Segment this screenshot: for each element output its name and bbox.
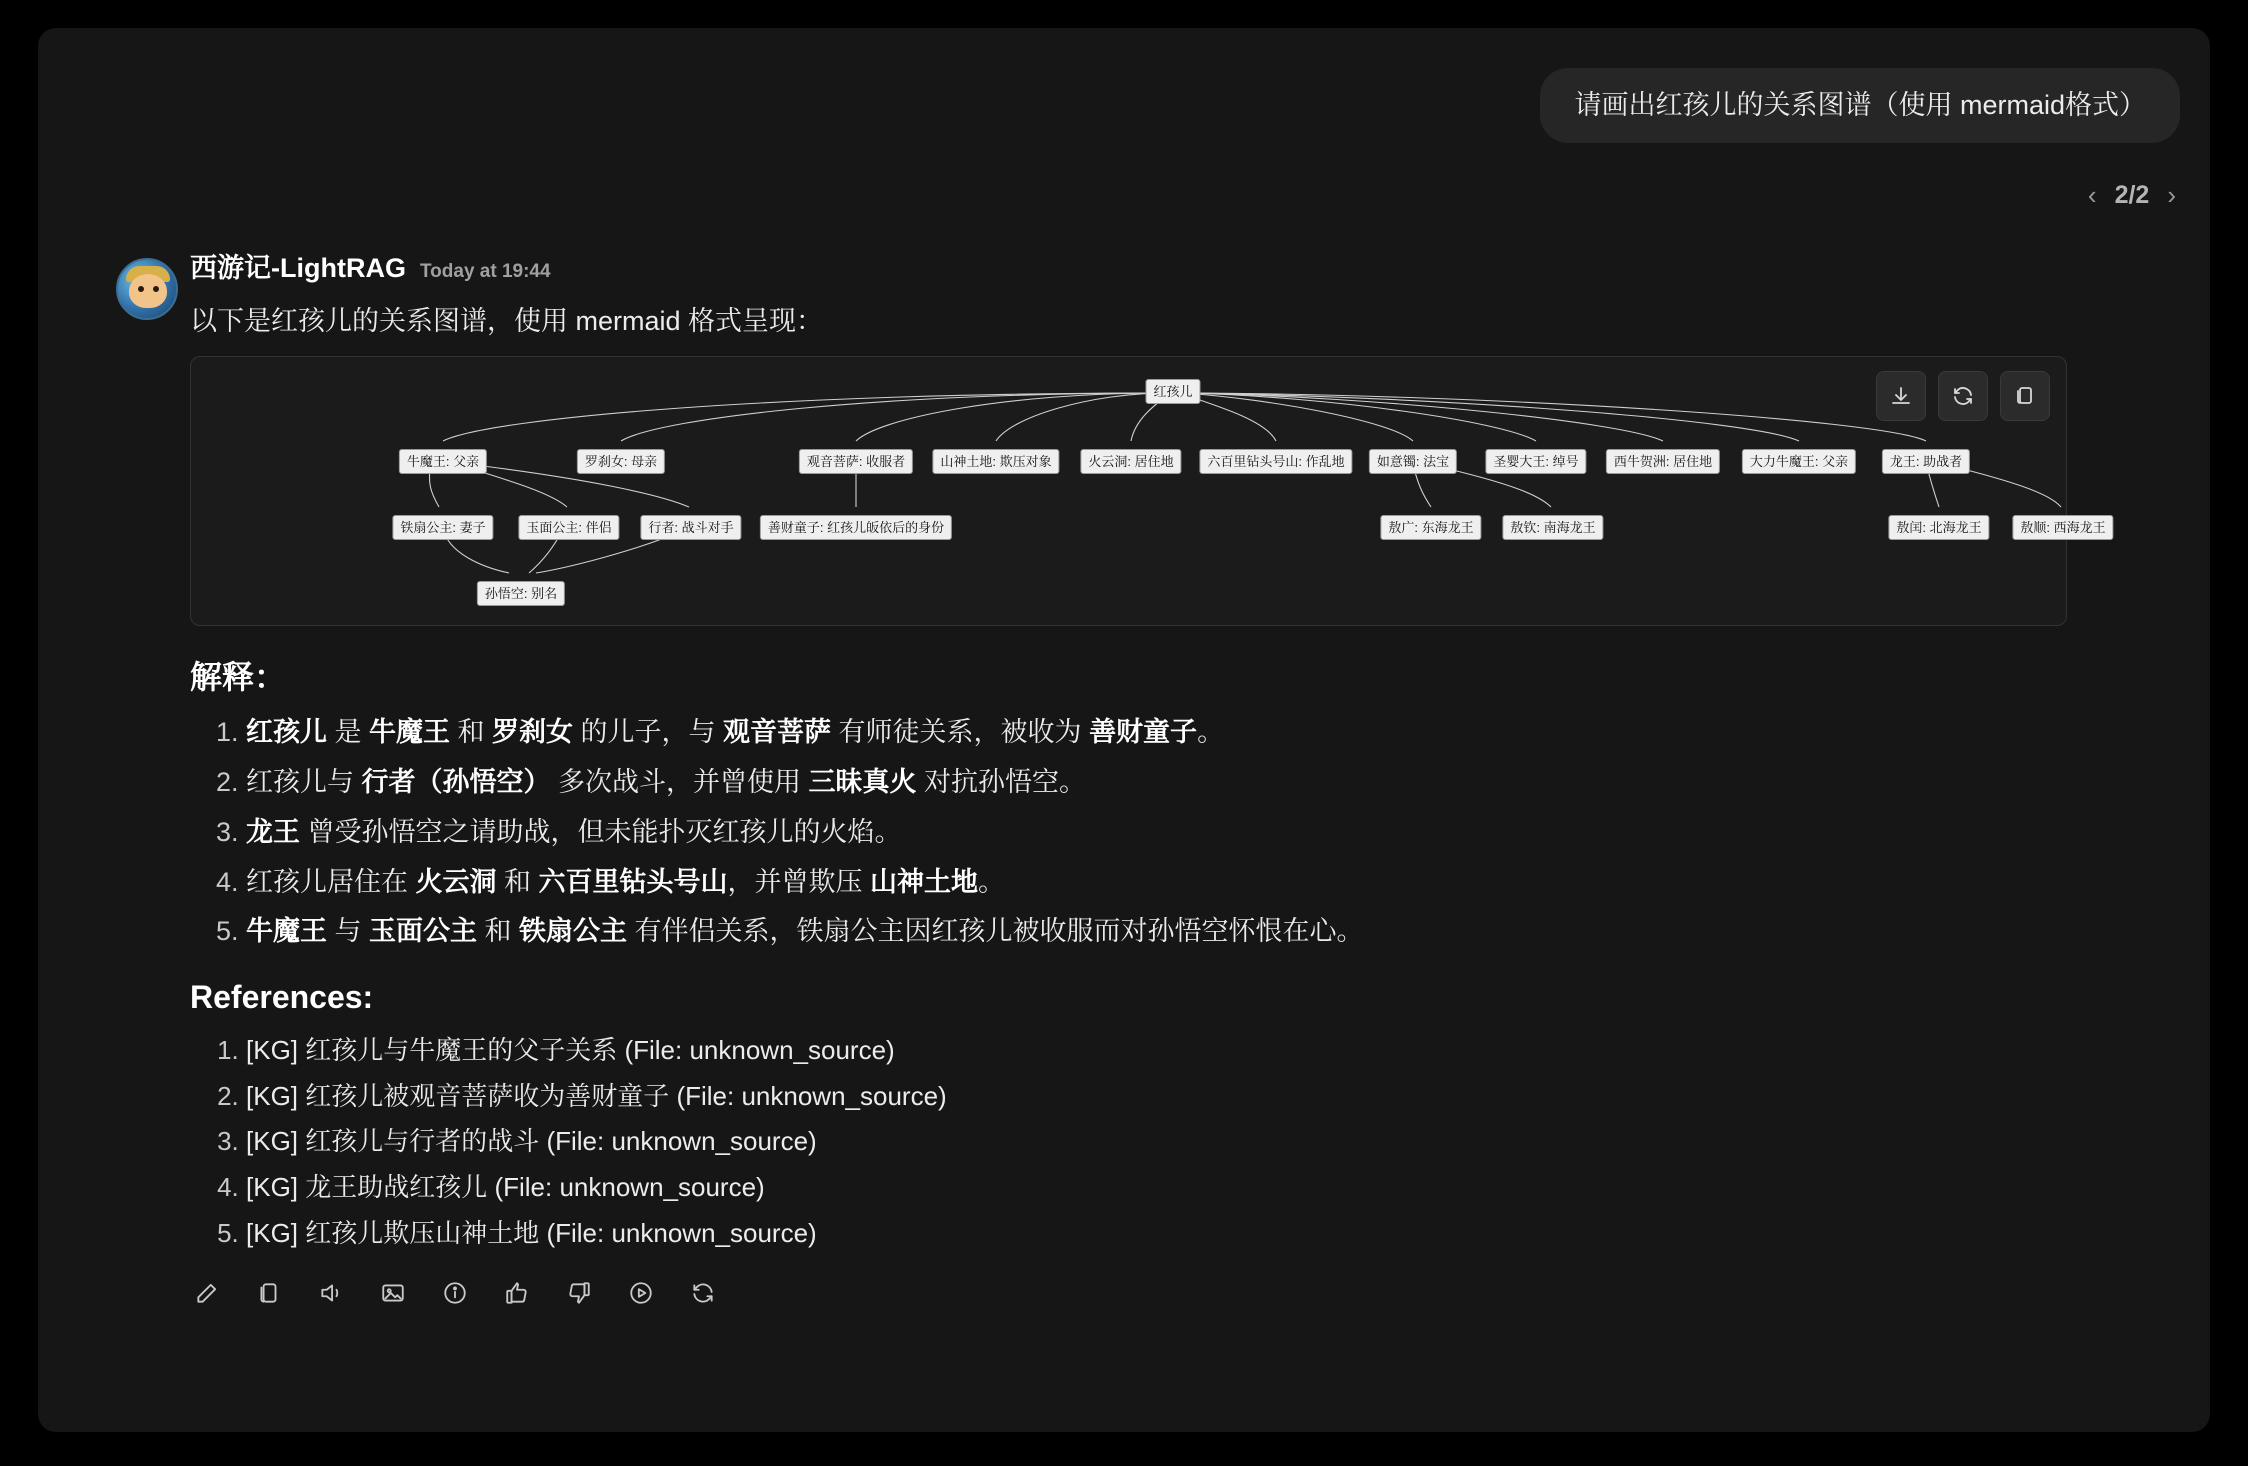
plain-text: 对抗孙悟空。 [916,766,1087,797]
graph-node[interactable]: 牛魔王: 父亲 [399,449,487,474]
emphasis-text: 三昧真火 [808,766,917,797]
thumbs-up-icon[interactable] [500,1276,534,1310]
message-pager [2088,180,2176,211]
references-title: References: [190,979,374,1016]
graph-node[interactable]: 圣婴大王: 绰号 [1485,449,1586,474]
pager-label: 2/2 [2114,181,2150,209]
graph-node[interactable]: 善财童子: 红孩儿皈依后的身份 [760,515,952,540]
thumbs-down-icon[interactable] [562,1276,596,1310]
graph-node[interactable]: 西牛贺洲: 居住地 [1606,449,1720,474]
assistant-meta [190,246,2170,285]
plain-text: 红孩儿与 [246,766,362,797]
emphasis-text: 善财童子 [1089,717,1198,747]
pager-prev-icon[interactable]: ‹ [2087,180,2097,210]
graph-node[interactable]: 山神土地: 欺压对象 [932,449,1059,474]
graph-node[interactable]: 敖顺: 西海龙王 [2012,515,2113,540]
plain-text: 是 [327,717,370,747]
emphasis-text: 罗刹女 [492,717,574,747]
emphasis-text: 六百里钻头号山 [538,866,728,897]
emphasis-text: 玉面公主 [369,916,478,947]
mermaid-diagram-panel [190,356,2106,626]
plain-text: 。 [1197,717,1225,747]
graph-node[interactable]: 观音菩萨: 收服者 [799,449,913,474]
plain-text: 有伴侣关系，铁扇公主因红孩儿被收服而对孙悟空怀恨在心。 [627,916,1364,947]
plain-text: 。 [978,866,1006,897]
speaker-icon[interactable] [314,1276,348,1310]
references-list [190,1030,2170,1254]
plain-text: ，并曾欺压 [727,866,871,897]
emphasis-text: 行者（孙悟空） [361,766,551,797]
plain-text: 与 [327,916,370,947]
graph-node[interactable]: 敖闰: 北海龙王 [1888,515,1989,540]
explanation-item [246,762,2170,804]
plain-text: 的儿子，与 [573,717,724,747]
graph-node[interactable]: 大力牛魔王: 父亲 [1742,449,1856,474]
graph-node[interactable]: 玉面公主: 伴侣 [518,515,619,540]
explanation-item [246,911,2170,953]
explanation-item [246,862,2170,904]
emphasis-text: 山神土地 [870,866,979,897]
chat-window [38,28,2210,1432]
graph-node[interactable]: 火云洞: 居住地 [1080,449,1181,474]
emphasis-text: 火云洞 [415,866,497,897]
regenerate-icon[interactable] [686,1276,720,1310]
graph-node[interactable]: 红孩儿 [1145,379,1200,404]
plain-text: 红孩儿居住在 [246,866,416,897]
emphasis-text: 红孩儿 [246,717,327,747]
graph-node[interactable]: 六百里钻头号山: 作乱地 [1199,449,1352,474]
avatar-eye-right [153,286,159,292]
explanation-item [246,812,2170,854]
reference-item: 1. [KG] 红孩儿与牛魔王的父子关系 (File: unknown_source) [246,1030,2170,1072]
graph-node[interactable]: 孙悟空: 别名 [477,581,565,606]
user-message-row [1540,68,2180,143]
avatar-face [129,274,167,308]
reference-item: 3. [KG] 红孩儿与行者的战斗 (File: unknown_source) [246,1121,2170,1163]
user-message-bubble: 请画出红孩儿的关系图谱（使用 mermaid格式） [1540,68,2180,143]
reference-item: 2. [KG] 红孩儿被观音菩萨收为善财童子 (File: unknown_source) [246,1076,2170,1118]
graph-node[interactable]: 敖广: 东海龙王 [1380,515,1481,540]
info-icon[interactable] [438,1276,472,1310]
avatar [116,258,178,320]
plain-text: 和 [477,916,520,947]
assistant-intro: 以下是红孩儿的关系图谱，使用 mermaid 格式呈现： [190,306,824,336]
emphasis-text: 牛魔王 [369,717,451,747]
graph-node[interactable]: 罗刹女: 母亲 [577,449,665,474]
reference-item: 5. [KG] 红孩儿欺压山神土地 (File: unknown_source) [246,1213,2170,1255]
assistant-message [116,246,2170,1310]
graph-node[interactable]: 行者: 战斗对手 [640,515,741,540]
copy-icon[interactable] [252,1276,286,1310]
plain-text: 和 [496,866,539,897]
graph-node[interactable]: 龙王: 助战者 [1882,449,1970,474]
explanation-list [190,712,2170,953]
emphasis-text: 铁扇公主 [519,916,628,947]
plain-text: 有师徒关系，被收为 [831,717,1090,747]
plain-text: 多次战斗，并曾使用 [550,766,809,797]
graph-nodes [191,357,2106,625]
explanation-item [246,712,2170,754]
explanation-title: 解释： [190,659,287,695]
plain-text: 和 [450,717,493,747]
reference-item: 4. [KG] 龙王助战红孩儿 (File: unknown_source) [246,1167,2170,1209]
plain-text: 曾受孙悟空之请助战，但未能扑灭红孩儿的火焰。 [300,816,902,847]
edit-icon[interactable] [190,1276,224,1310]
graph-node[interactable]: 如意镯: 法宝 [1369,449,1457,474]
emphasis-text: 牛魔王 [246,916,327,947]
assistant-timestamp: Today at 19:44 [419,261,551,282]
image-icon[interactable] [376,1276,410,1310]
emphasis-text: 龙王 [246,816,300,847]
emphasis-text: 观音菩萨 [723,717,832,747]
pager-next-icon[interactable]: › [2167,180,2176,210]
play-icon[interactable] [624,1276,658,1310]
graph-node[interactable]: 铁扇公主: 妻子 [392,515,493,540]
message-actions [190,1276,2170,1310]
assistant-name: 西游记-LightRAG [190,253,406,283]
graph-node[interactable]: 敖钦: 南海龙王 [1502,515,1603,540]
avatar-eye-left [138,286,144,292]
